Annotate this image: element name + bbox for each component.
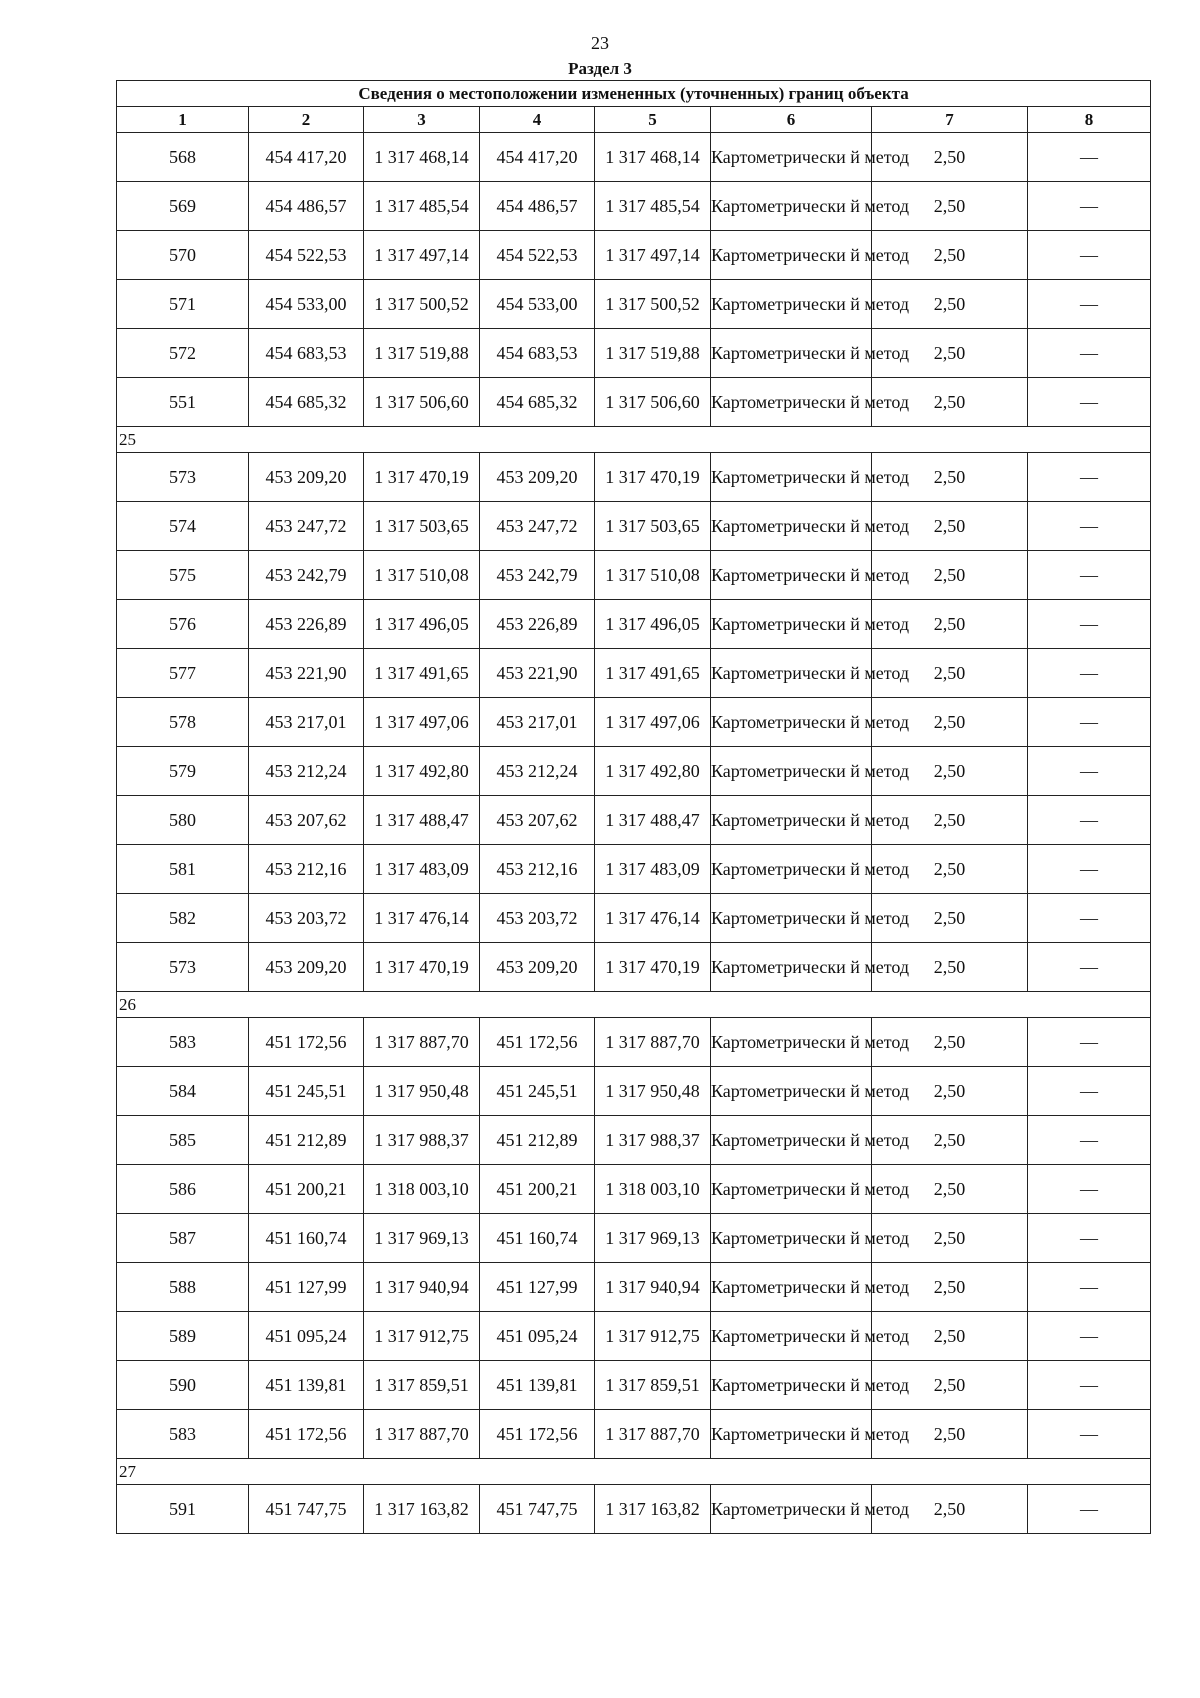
cell-x-new: 453 212,24 <box>480 747 595 796</box>
cell-x-old: 453 247,72 <box>249 502 364 551</box>
cell-y-new: 1 317 969,13 <box>595 1214 711 1263</box>
cell-description: — <box>1028 1485 1151 1534</box>
cell-y-new: 1 317 476,14 <box>595 894 711 943</box>
cell-x-new: 451 095,24 <box>480 1312 595 1361</box>
cell-method: Картометрически й метод <box>711 796 872 845</box>
cell-accuracy: 2,50 <box>872 1018 1028 1067</box>
cell-description: — <box>1028 1263 1151 1312</box>
table-row <box>117 600 1151 649</box>
cell-point-number: 583 <box>117 1410 249 1459</box>
cell-point-number: 573 <box>117 453 249 502</box>
cell-x-old: 451 172,56 <box>249 1410 364 1459</box>
cell-accuracy: 2,50 <box>872 1067 1028 1116</box>
cell-y-new: 1 317 950,48 <box>595 1067 711 1116</box>
cell-y-new: 1 317 519,88 <box>595 329 711 378</box>
cell-point-number: 574 <box>117 502 249 551</box>
table-row <box>117 1361 1151 1410</box>
cell-y-new: 1 317 488,47 <box>595 796 711 845</box>
cell-x-new: 453 217,01 <box>480 698 595 747</box>
cell-y-new: 1 317 887,70 <box>595 1410 711 1459</box>
cell-accuracy: 2,50 <box>872 329 1028 378</box>
cell-x-old: 454 533,00 <box>249 280 364 329</box>
cell-method: Картометрически й метод <box>711 182 872 231</box>
cell-y-old: 1 317 887,70 <box>364 1018 480 1067</box>
cell-point-number: 551 <box>117 378 249 427</box>
group-row <box>117 1459 1151 1485</box>
cell-accuracy: 2,50 <box>872 649 1028 698</box>
table-row <box>117 1485 1151 1534</box>
cell-point-number: 573 <box>117 943 249 992</box>
cell-description: — <box>1028 1410 1151 1459</box>
cell-description: — <box>1028 1067 1151 1116</box>
cell-point-number: 585 <box>117 1116 249 1165</box>
cell-y-new: 1 317 163,82 <box>595 1485 711 1534</box>
cell-description: — <box>1028 133 1151 182</box>
table-row <box>117 1263 1151 1312</box>
cell-point-number: 577 <box>117 649 249 698</box>
cell-point-number: 586 <box>117 1165 249 1214</box>
cell-y-old: 1 317 500,52 <box>364 280 480 329</box>
cell-x-new: 451 747,75 <box>480 1485 595 1534</box>
table-row <box>117 1312 1151 1361</box>
table-row <box>117 698 1151 747</box>
cell-y-new: 1 318 003,10 <box>595 1165 711 1214</box>
table-row <box>117 796 1151 845</box>
cell-y-new: 1 317 497,14 <box>595 231 711 280</box>
cell-y-old: 1 317 950,48 <box>364 1067 480 1116</box>
cell-point-number: 580 <box>117 796 249 845</box>
column-header-2: 2 <box>249 107 364 133</box>
cell-method: Картометрически й метод <box>711 1410 872 1459</box>
table-row <box>117 747 1151 796</box>
cell-x-new: 451 172,56 <box>480 1018 595 1067</box>
group-label: 27 <box>117 1459 1151 1485</box>
cell-y-new: 1 317 470,19 <box>595 453 711 502</box>
cell-x-old: 454 486,57 <box>249 182 364 231</box>
cell-x-old: 451 139,81 <box>249 1361 364 1410</box>
page-number: 23 <box>591 33 609 53</box>
cell-method: Картометрически й метод <box>711 502 872 551</box>
cell-y-old: 1 317 483,09 <box>364 845 480 894</box>
cell-x-old: 453 242,79 <box>249 551 364 600</box>
cell-y-old: 1 317 969,13 <box>364 1214 480 1263</box>
cell-x-old: 451 212,89 <box>249 1116 364 1165</box>
cell-point-number: 571 <box>117 280 249 329</box>
cell-point-number: 582 <box>117 894 249 943</box>
cell-y-new: 1 317 510,08 <box>595 551 711 600</box>
cell-y-old: 1 317 470,19 <box>364 453 480 502</box>
cell-x-old: 454 685,32 <box>249 378 364 427</box>
cell-accuracy: 2,50 <box>872 551 1028 600</box>
cell-x-old: 451 172,56 <box>249 1018 364 1067</box>
table-row <box>117 329 1151 378</box>
cell-x-old: 453 207,62 <box>249 796 364 845</box>
cell-method: Картометрически й метод <box>711 600 872 649</box>
cell-x-old: 451 200,21 <box>249 1165 364 1214</box>
table-row <box>117 1410 1151 1459</box>
cell-y-old: 1 317 496,05 <box>364 600 480 649</box>
group-label: 25 <box>117 427 1151 453</box>
cell-accuracy: 2,50 <box>872 1116 1028 1165</box>
cell-x-old: 453 217,01 <box>249 698 364 747</box>
cell-description: — <box>1028 1165 1151 1214</box>
column-header-1: 1 <box>117 107 249 133</box>
cell-description: — <box>1028 1312 1151 1361</box>
cell-description: — <box>1028 378 1151 427</box>
cell-point-number: 581 <box>117 845 249 894</box>
cell-description: — <box>1028 502 1151 551</box>
cell-x-new: 453 203,72 <box>480 894 595 943</box>
table-row <box>117 649 1151 698</box>
cell-x-old: 453 203,72 <box>249 894 364 943</box>
cell-accuracy: 2,50 <box>872 845 1028 894</box>
cell-x-new: 453 207,62 <box>480 796 595 845</box>
cell-x-new: 453 209,20 <box>480 453 595 502</box>
cell-x-old: 451 127,99 <box>249 1263 364 1312</box>
cell-point-number: 568 <box>117 133 249 182</box>
cell-point-number: 587 <box>117 1214 249 1263</box>
cell-y-new: 1 317 492,80 <box>595 747 711 796</box>
cell-y-new: 1 317 468,14 <box>595 133 711 182</box>
table-row <box>117 894 1151 943</box>
cell-y-old: 1 317 912,75 <box>364 1312 480 1361</box>
coordinates-table <box>116 80 1151 1534</box>
cell-x-new: 453 209,20 <box>480 943 595 992</box>
cell-y-new: 1 317 506,60 <box>595 378 711 427</box>
cell-x-new: 451 172,56 <box>480 1410 595 1459</box>
table-row <box>117 502 1151 551</box>
cell-x-new: 451 212,89 <box>480 1116 595 1165</box>
cell-x-old: 454 683,53 <box>249 329 364 378</box>
cell-accuracy: 2,50 <box>872 280 1028 329</box>
cell-description: — <box>1028 1018 1151 1067</box>
cell-x-old: 453 221,90 <box>249 649 364 698</box>
cell-method: Картометрически й метод <box>711 698 872 747</box>
cell-y-old: 1 317 476,14 <box>364 894 480 943</box>
cell-point-number: 572 <box>117 329 249 378</box>
table-row <box>117 1214 1151 1263</box>
cell-x-old: 453 209,20 <box>249 943 364 992</box>
column-header-5: 5 <box>595 107 711 133</box>
cell-accuracy: 2,50 <box>872 943 1028 992</box>
cell-x-new: 451 160,74 <box>480 1214 595 1263</box>
group-row <box>117 992 1151 1018</box>
cell-method: Картометрически й метод <box>711 1312 872 1361</box>
cell-description: — <box>1028 453 1151 502</box>
cell-x-old: 454 522,53 <box>249 231 364 280</box>
table-row <box>117 133 1151 182</box>
cell-x-old: 453 212,16 <box>249 845 364 894</box>
cell-description: — <box>1028 1361 1151 1410</box>
cell-description: — <box>1028 845 1151 894</box>
cell-y-new: 1 317 988,37 <box>595 1116 711 1165</box>
cell-accuracy: 2,50 <box>872 1485 1028 1534</box>
cell-method: Картометрически й метод <box>711 1165 872 1214</box>
cell-method: Картометрически й метод <box>711 1116 872 1165</box>
cell-y-new: 1 317 497,06 <box>595 698 711 747</box>
cell-accuracy: 2,50 <box>872 1410 1028 1459</box>
cell-y-old: 1 318 003,10 <box>364 1165 480 1214</box>
table-row <box>117 280 1151 329</box>
cell-point-number: 578 <box>117 698 249 747</box>
cell-method: Картометрически й метод <box>711 747 872 796</box>
column-header-3: 3 <box>364 107 480 133</box>
table-row <box>117 845 1151 894</box>
cell-accuracy: 2,50 <box>872 600 1028 649</box>
cell-method: Картометрически й метод <box>711 649 872 698</box>
cell-x-old: 454 417,20 <box>249 133 364 182</box>
cell-point-number: 590 <box>117 1361 249 1410</box>
cell-x-new: 453 247,72 <box>480 502 595 551</box>
cell-accuracy: 2,50 <box>872 1214 1028 1263</box>
cell-x-new: 454 685,32 <box>480 378 595 427</box>
cell-description: — <box>1028 649 1151 698</box>
cell-point-number: 583 <box>117 1018 249 1067</box>
cell-description: — <box>1028 1214 1151 1263</box>
cell-method: Картометрически й метод <box>711 133 872 182</box>
cell-x-old: 451 095,24 <box>249 1312 364 1361</box>
cell-y-new: 1 317 940,94 <box>595 1263 711 1312</box>
cell-x-new: 454 522,53 <box>480 231 595 280</box>
cell-y-old: 1 317 163,82 <box>364 1485 480 1534</box>
cell-y-old: 1 317 859,51 <box>364 1361 480 1410</box>
cell-y-old: 1 317 492,80 <box>364 747 480 796</box>
cell-accuracy: 2,50 <box>872 502 1028 551</box>
table-row <box>117 943 1151 992</box>
cell-method: Картометрически й метод <box>711 1067 872 1116</box>
table-row <box>117 551 1151 600</box>
cell-point-number: 575 <box>117 551 249 600</box>
cell-y-new: 1 317 887,70 <box>595 1018 711 1067</box>
column-header-8: 8 <box>1028 107 1151 133</box>
group-row <box>117 427 1151 453</box>
column-header-4: 4 <box>480 107 595 133</box>
cell-method: Картометрически й метод <box>711 378 872 427</box>
cell-y-old: 1 317 988,37 <box>364 1116 480 1165</box>
cell-y-new: 1 317 483,09 <box>595 845 711 894</box>
cell-description: — <box>1028 796 1151 845</box>
cell-method: Картометрически й метод <box>711 551 872 600</box>
cell-description: — <box>1028 551 1151 600</box>
cell-x-new: 454 417,20 <box>480 133 595 182</box>
cell-description: — <box>1028 280 1151 329</box>
cell-accuracy: 2,50 <box>872 1165 1028 1214</box>
cell-y-old: 1 317 485,54 <box>364 182 480 231</box>
cell-x-old: 453 226,89 <box>249 600 364 649</box>
cell-x-new: 451 200,21 <box>480 1165 595 1214</box>
cell-point-number: 570 <box>117 231 249 280</box>
cell-x-new: 454 486,57 <box>480 182 595 231</box>
cell-accuracy: 2,50 <box>872 796 1028 845</box>
cell-y-new: 1 317 491,65 <box>595 649 711 698</box>
cell-point-number: 576 <box>117 600 249 649</box>
cell-x-new: 453 242,79 <box>480 551 595 600</box>
cell-x-old: 453 209,20 <box>249 453 364 502</box>
cell-description: — <box>1028 1116 1151 1165</box>
table-row <box>117 231 1151 280</box>
cell-description: — <box>1028 182 1151 231</box>
cell-description: — <box>1028 747 1151 796</box>
cell-accuracy: 2,50 <box>872 1361 1028 1410</box>
cell-x-new: 454 533,00 <box>480 280 595 329</box>
cell-y-old: 1 317 506,60 <box>364 378 480 427</box>
cell-description: — <box>1028 894 1151 943</box>
cell-y-new: 1 317 500,52 <box>595 280 711 329</box>
cell-y-old: 1 317 497,14 <box>364 231 480 280</box>
cell-description: — <box>1028 231 1151 280</box>
cell-accuracy: 2,50 <box>872 378 1028 427</box>
cell-y-new: 1 317 485,54 <box>595 182 711 231</box>
cell-accuracy: 2,50 <box>872 698 1028 747</box>
cell-description: — <box>1028 329 1151 378</box>
cell-method: Картометрически й метод <box>711 845 872 894</box>
cell-accuracy: 2,50 <box>872 133 1028 182</box>
cell-y-old: 1 317 491,65 <box>364 649 480 698</box>
cell-y-old: 1 317 503,65 <box>364 502 480 551</box>
cell-y-old: 1 317 497,06 <box>364 698 480 747</box>
cell-y-old: 1 317 887,70 <box>364 1410 480 1459</box>
cell-method: Картометрически й метод <box>711 1018 872 1067</box>
cell-point-number: 589 <box>117 1312 249 1361</box>
cell-method: Картометрически й метод <box>711 329 872 378</box>
cell-point-number: 569 <box>117 182 249 231</box>
cell-y-old: 1 317 519,88 <box>364 329 480 378</box>
cell-method: Картометрически й метод <box>711 894 872 943</box>
cell-method: Картометрически й метод <box>711 1361 872 1410</box>
cell-x-new: 453 226,89 <box>480 600 595 649</box>
table-row <box>117 1165 1151 1214</box>
cell-method: Картометрически й метод <box>711 1214 872 1263</box>
column-header-6: 6 <box>711 107 872 133</box>
cell-x-old: 453 212,24 <box>249 747 364 796</box>
cell-method: Картометрически й метод <box>711 453 872 502</box>
cell-point-number: 584 <box>117 1067 249 1116</box>
cell-method: Картометрически й метод <box>711 280 872 329</box>
cell-y-new: 1 317 496,05 <box>595 600 711 649</box>
table-row <box>117 1116 1151 1165</box>
cell-x-old: 451 747,75 <box>249 1485 364 1534</box>
cell-x-new: 451 245,51 <box>480 1067 595 1116</box>
cell-x-new: 451 127,99 <box>480 1263 595 1312</box>
cell-y-old: 1 317 468,14 <box>364 133 480 182</box>
cell-y-new: 1 317 859,51 <box>595 1361 711 1410</box>
cell-x-old: 451 160,74 <box>249 1214 364 1263</box>
group-label: 26 <box>117 992 1151 1018</box>
table-caption: Сведения о местоположении измененных (уточненных) границ объекта <box>117 81 1151 107</box>
section-title: Раздел 3 <box>568 59 632 78</box>
cell-accuracy: 2,50 <box>872 231 1028 280</box>
cell-description: — <box>1028 600 1151 649</box>
cell-x-new: 451 139,81 <box>480 1361 595 1410</box>
cell-x-new: 453 221,90 <box>480 649 595 698</box>
cell-method: Картометрически й метод <box>711 1485 872 1534</box>
cell-y-new: 1 317 470,19 <box>595 943 711 992</box>
cell-y-new: 1 317 503,65 <box>595 502 711 551</box>
cell-y-old: 1 317 470,19 <box>364 943 480 992</box>
cell-method: Картометрически й метод <box>711 943 872 992</box>
cell-description: — <box>1028 943 1151 992</box>
cell-method: Картометрически й метод <box>711 231 872 280</box>
column-header-7: 7 <box>872 107 1028 133</box>
cell-y-old: 1 317 510,08 <box>364 551 480 600</box>
cell-description: — <box>1028 698 1151 747</box>
cell-accuracy: 2,50 <box>872 182 1028 231</box>
table-row <box>117 182 1151 231</box>
cell-y-old: 1 317 488,47 <box>364 796 480 845</box>
cell-accuracy: 2,50 <box>872 453 1028 502</box>
cell-accuracy: 2,50 <box>872 747 1028 796</box>
table-row <box>117 378 1151 427</box>
cell-point-number: 579 <box>117 747 249 796</box>
cell-point-number: 588 <box>117 1263 249 1312</box>
cell-accuracy: 2,50 <box>872 1263 1028 1312</box>
cell-x-new: 454 683,53 <box>480 329 595 378</box>
cell-point-number: 591 <box>117 1485 249 1534</box>
table-row <box>117 1067 1151 1116</box>
cell-x-old: 451 245,51 <box>249 1067 364 1116</box>
cell-x-new: 453 212,16 <box>480 845 595 894</box>
cell-y-old: 1 317 940,94 <box>364 1263 480 1312</box>
cell-accuracy: 2,50 <box>872 1312 1028 1361</box>
cell-method: Картометрически й метод <box>711 1263 872 1312</box>
cell-y-new: 1 317 912,75 <box>595 1312 711 1361</box>
cell-accuracy: 2,50 <box>872 894 1028 943</box>
table-row <box>117 1018 1151 1067</box>
table-row <box>117 453 1151 502</box>
